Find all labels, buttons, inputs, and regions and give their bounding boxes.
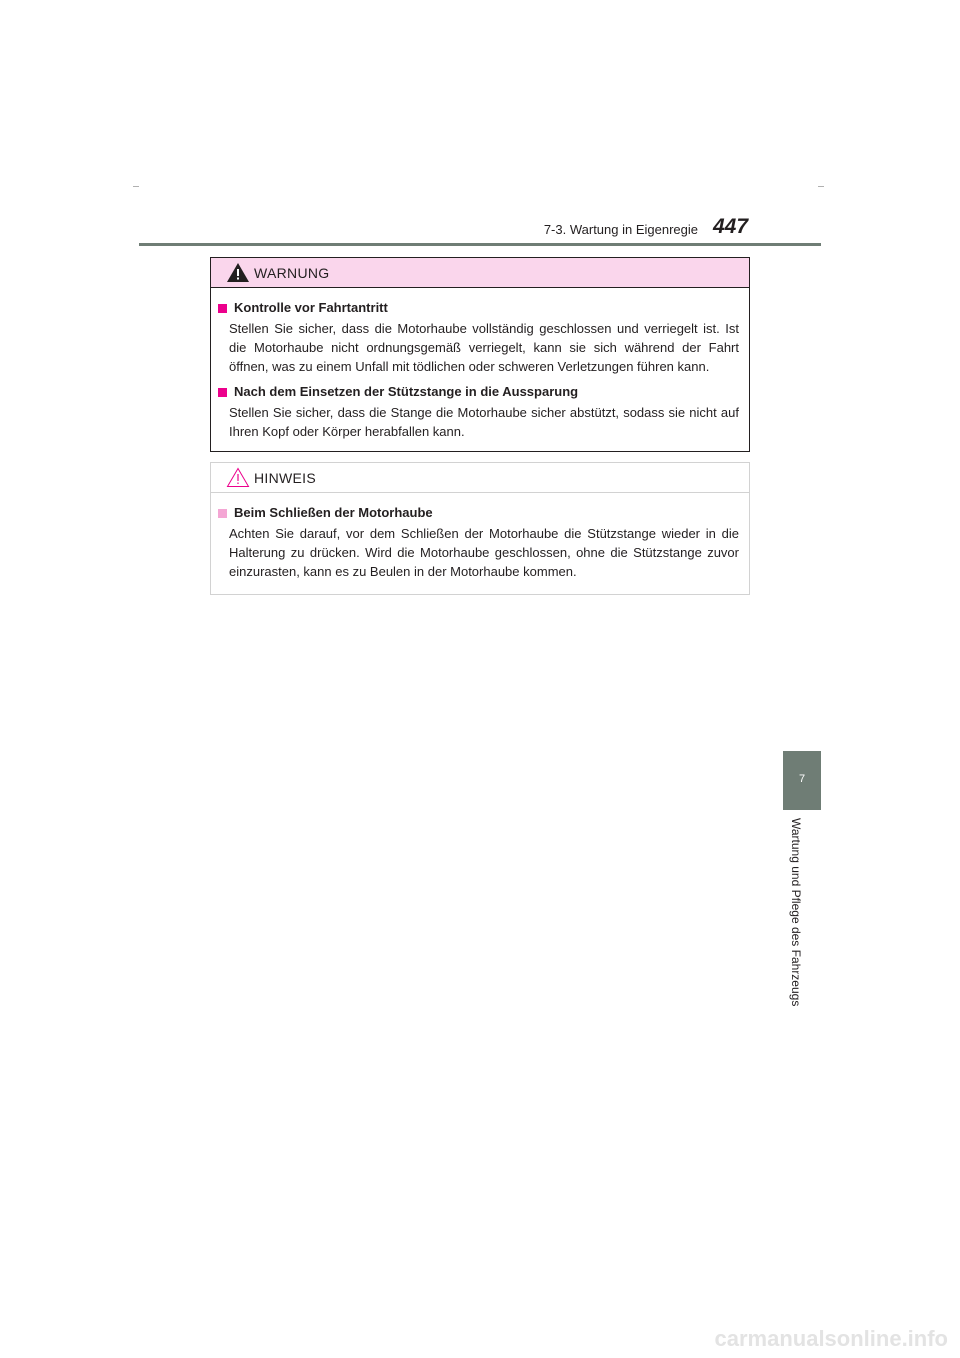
bullet-square-icon <box>218 509 227 518</box>
warning-item <box>218 298 739 376</box>
crop-mark-right <box>818 186 824 187</box>
bullet-square-icon <box>218 304 227 313</box>
warning-triangle-icon <box>226 262 250 283</box>
header-rule <box>139 243 821 246</box>
bullet-square-icon <box>218 388 227 397</box>
notice-item-text: Achten Sie darauf, vor dem Schließen der Motorhaube die Stützstange wieder in die Halterung zu drücken. Wird die Motorhaube geschlossen, ohne die Stützstange zuvor einzurasten, kann es zu Beulen in der Motorhaube kommen. <box>229 526 739 579</box>
notice-item-title: Beim Schließen der Motorhaube <box>234 505 433 520</box>
notice-box <box>210 462 750 595</box>
chapter-number: 7 <box>798 773 806 785</box>
crop-mark-left <box>133 186 139 187</box>
section-title: 7-3. Wartung in Eigenregie <box>543 222 698 237</box>
warning-item <box>218 382 739 441</box>
warning-item-title: Kontrolle vor Fahrtantritt <box>234 300 388 315</box>
warning-header <box>211 258 749 288</box>
notice-label: HINWEIS <box>254 470 316 486</box>
warning-body <box>211 288 749 441</box>
warning-item-title: Nach dem Einsetzen der Stützstange in die Aussparung <box>234 384 579 399</box>
watermark-link[interactable]: carmanualsonline.info <box>714 1326 948 1351</box>
warning-item-text: Stellen Sie sicher, dass die Stange die Motorhaube sicher abstützt, sodass sie nicht auf Ihren Kopf oder Körper herabfallen kann. <box>229 405 739 439</box>
warning-item-text: Stellen Sie sicher, dass die Motorhaube vollständig geschlossen und verriegelt ist. Ist die Motorhaube nicht ordnungsgemäß verriegelt, kann sie sich während der Fahrt öffnen, was zu einem Unfall mit tödlichen oder schweren Verletzungen führen kann. <box>229 321 739 374</box>
warning-label: WARNUNG <box>254 265 330 281</box>
chapter-tab <box>783 751 821 810</box>
notice-header <box>211 463 749 493</box>
notice-item <box>218 503 739 581</box>
page-number: 447 <box>713 215 749 238</box>
notice-body <box>211 493 749 581</box>
caution-triangle-icon <box>226 467 250 488</box>
warning-box <box>210 257 750 452</box>
chapter-title: Wartung und Pflege des Fahrzeugs <box>789 818 803 1007</box>
